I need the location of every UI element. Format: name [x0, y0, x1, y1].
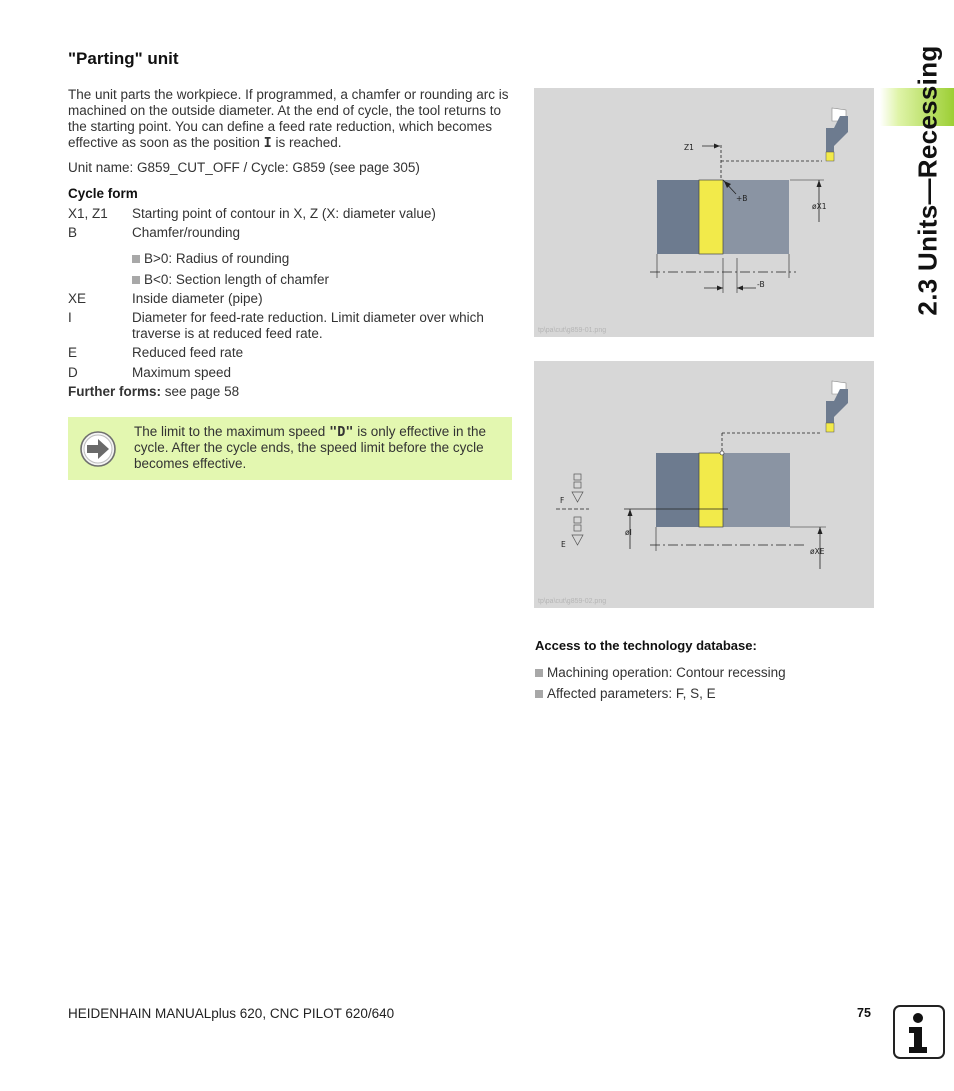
b-option-rounding-text: B>0: Radius of rounding	[144, 251, 290, 266]
b-option-chamfer	[132, 272, 512, 288]
figure-parting-feed-reduction	[534, 361, 874, 608]
label-b-plus: +B	[736, 194, 748, 203]
param-term-b: B	[68, 225, 78, 240]
tech-db-item-text: Machining operation: Contour recessing	[547, 665, 786, 680]
unit-name-line: Unit name: G859_CUT_OFF / Cycle: G859 (see page 305)	[68, 160, 420, 175]
page-number: 75	[857, 1006, 871, 1020]
b-option-rounding	[132, 251, 512, 267]
figure1-code: tp\pa\cut\g859-01.png	[538, 327, 607, 334]
intro-param-i: I	[263, 135, 272, 151]
further-forms-label: Further forms:	[68, 384, 162, 399]
further-forms-line	[68, 384, 239, 399]
intro-paragraph	[68, 87, 513, 151]
param-desc-b: Chamfer/rounding	[132, 225, 241, 240]
param-term-x1z1: X1, Z1	[68, 206, 108, 221]
b-option-chamfer-text: B<0: Section length of chamfer	[144, 272, 329, 287]
tech-db-item	[535, 665, 786, 680]
note-text-b: is only effective in the cycle. After the cycle ends, the speed limit before the cycle becomes effective.	[134, 424, 487, 471]
label-xe: øXE	[810, 547, 825, 556]
figure-parting-chamfer	[534, 88, 874, 337]
figure2-code: tp\pa\cut\g859-02.png	[538, 598, 607, 605]
param-desc-d: Maximum speed	[132, 365, 232, 380]
note-box	[68, 417, 512, 480]
chapter-title	[897, 45, 954, 316]
info-icon	[893, 1005, 945, 1059]
section-title: "Parting" unit	[68, 49, 179, 68]
param-desc-i: Diameter for feed-rate reduction. Limit diameter over which traverse is at reduced feed rate.	[132, 310, 484, 341]
note-param-d: "D"	[329, 424, 354, 440]
param-term-xe: XE	[68, 291, 87, 306]
label-x1: øX1	[812, 202, 827, 211]
tech-db-item	[535, 686, 716, 701]
param-desc-e: Reduced feed rate	[132, 345, 244, 360]
tech-db-heading: Access to the technology database:	[535, 638, 757, 653]
label-i: øI	[625, 528, 632, 537]
label-b-minus: -B	[757, 280, 765, 289]
arrow-note-icon	[80, 431, 116, 467]
figure1-drawing	[534, 88, 874, 337]
param-desc-xe: Inside diameter (pipe)	[132, 291, 263, 306]
info-i-glyph	[895, 1007, 943, 1057]
cycle-form-heading: Cycle form	[68, 186, 138, 201]
param-term-d: D	[68, 365, 78, 380]
intro-text-a: The unit parts the workpiece. If programmed, a chamfer or rounding arc is machined on the outside diameter. At the end of cycle, the tool returns to the starting point. You can define a feed rate reduction, which becomes effective as soon as the position	[68, 87, 509, 150]
label-e: E	[561, 540, 566, 549]
note-text	[134, 424, 506, 472]
figure2-drawing	[534, 361, 874, 608]
label-f: F	[560, 496, 565, 505]
chapter-title-text: 2.3 Units—Recessing	[912, 45, 943, 316]
intro-text-b: is reached.	[271, 135, 342, 150]
footer-text: HEIDENHAIN MANUALplus 620, CNC PILOT 620/640	[68, 1006, 395, 1021]
label-z1: Z1	[684, 143, 694, 152]
param-term-e: E	[68, 345, 78, 360]
param-term-i: I	[68, 310, 72, 325]
note-text-a: The limit to the maximum speed	[134, 424, 330, 439]
further-forms-link[interactable]: see page 58	[161, 384, 240, 399]
param-desc-x1z1: Starting point of contour in X, Z (X: diameter value)	[132, 206, 436, 221]
tech-db-item-text: Affected parameters: F, S, E	[547, 686, 716, 701]
